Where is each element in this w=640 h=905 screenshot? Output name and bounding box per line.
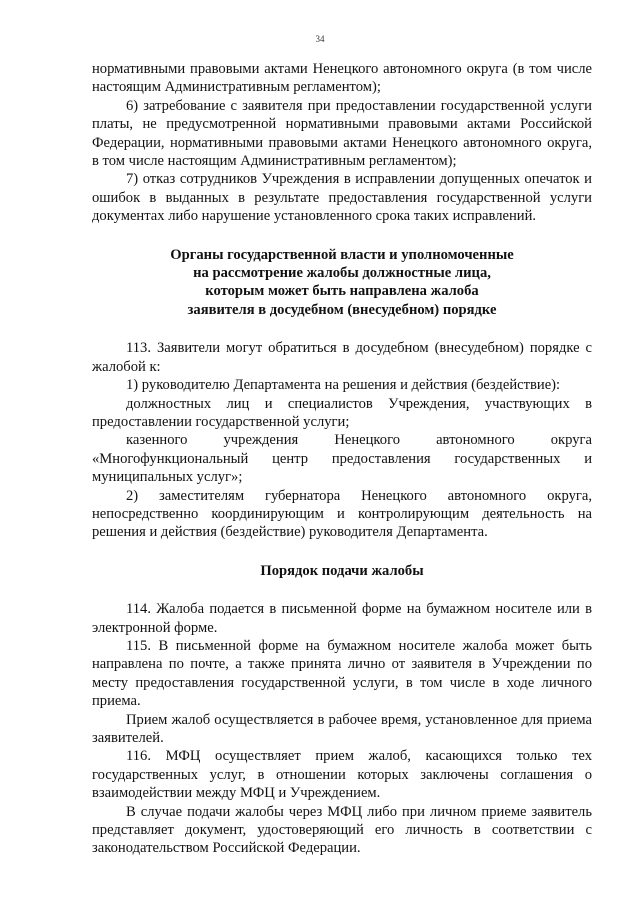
paragraph-116: 116. МФЦ осуществляет прием жалоб, касающихся только тех государственных услуг, в отношении которых заключены соглашения о взаимодействии между МФЦ и Учреждением. <box>92 748 592 802</box>
paragraph-reception-time: Прием жалоб осуществляется в рабочее время, установленное для приема заявителей. <box>92 711 592 746</box>
heading-line: заявителя в досудебном (внесудебном) порядке <box>187 301 497 318</box>
paragraph-113-item-1: 1) руководителю Департамента на решения и действия (бездействие): <box>126 377 561 394</box>
paragraph-113-officials: должностных лиц и специалистов Учреждения, участвующих в предоставлении государственной услуги; <box>92 395 592 430</box>
paragraph-113-mfc: казенного учреждения Ненецкого автономного округа «Многофункциональный центр предоставления государственных и муниципальных услуг»; <box>92 432 592 486</box>
paragraph-115: 115. В письменной форме на бумажном носителе жалоба может быть направлена по почте, а также принята лично от заявителя в Учреждении по месту предоставления государственной услуги, в том числе в ходе личного приема. <box>92 637 592 710</box>
heading-line: Органы государственной власти и уполномоченные <box>170 246 514 263</box>
section-heading-submission: Порядок подачи жалобы <box>260 562 424 579</box>
heading-line: на рассмотрение жалобы должностные лица, <box>193 265 491 282</box>
paragraph-114: 114. Жалоба подается в письменной форме на бумажном носителе или в электронной форме. <box>92 601 592 636</box>
paragraph-113-item-2: 2) заместителям губернатора Ненецкого автономного округа, непосредственно координирующим и контролирующим деятельность на решения и действия (бездействие) руководителя Департамента. <box>92 487 592 541</box>
heading-line: которым может быть направлена жалоба <box>205 283 479 300</box>
paragraph-identity: В случае подачи жалобы через МФЦ либо при личном приеме заявитель представляет документ, удостоверяющий его личность в соответствии с законодательством Российской Федерации. <box>92 803 592 857</box>
section-heading-organs <box>92 246 592 320</box>
paragraph-item-6: 6) затребование с заявителя при предоставлении государственной услуги платы, не предусмотренной нормативными правовыми актами Российской Федерации, нормативными правовыми актами Ненецкого автономного округа, в том числе настоящим Административным регламентом); <box>92 97 592 170</box>
paragraph-113: 113. Заявители могут обратиться в досудебном (внесудебном) порядке с жалобой к: <box>92 340 592 375</box>
paragraph-item-7: 7) отказ сотрудников Учреждения в исправлении допущенных опечаток и ошибок в выданных в результате предоставления государственной услуги документах либо нарушение установленного срока таких исправлений. <box>92 171 592 225</box>
document-body <box>92 60 592 858</box>
paragraph-continuation: нормативными правовыми актами Ненецкого автономного округа (в том числе настоящим Административным регламентом); <box>92 61 592 96</box>
page-number: 34 <box>315 34 325 44</box>
